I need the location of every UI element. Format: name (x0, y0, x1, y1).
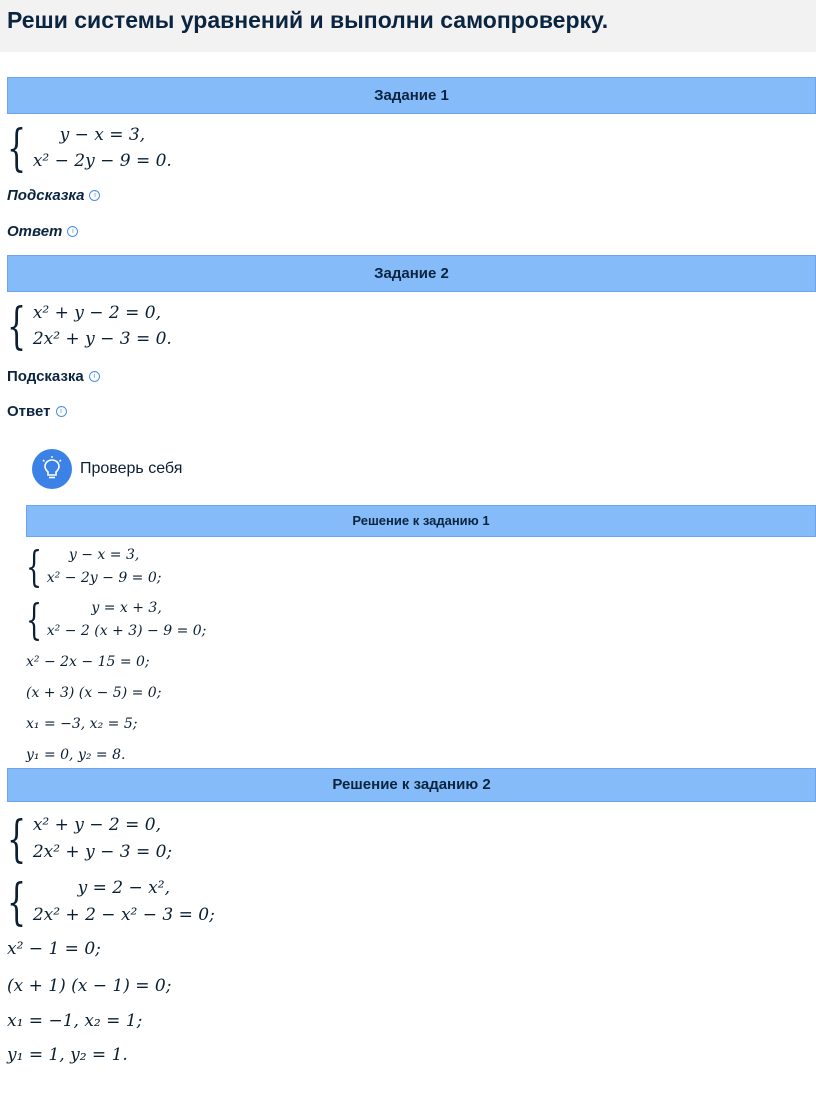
solution2-sys2-eq2: 2x² + 2 − x² − 3 = 0; (32, 905, 215, 925)
solution1-sys2-eq2: x² − 2 (x + 3) − 9 = 0; (46, 623, 207, 639)
task2-hint-toggle[interactable] (7, 368, 100, 385)
solution2-header: Решение к заданию 2 (7, 768, 816, 802)
info-icon: i (89, 371, 100, 382)
solution1-system1 (26, 544, 161, 590)
brace-icon: { (7, 297, 27, 355)
solution2-system1 (7, 812, 172, 866)
solution2-line2: (x + 1) (x − 1) = 0; (7, 976, 172, 996)
self-check-toggle[interactable] (32, 449, 182, 489)
brace-icon: { (26, 595, 43, 644)
brace-icon: { (7, 810, 27, 868)
task2-eq1: x² + y − 2 = 0, (32, 303, 162, 323)
brace-icon: { (7, 119, 27, 177)
task2-header: Задание 2 (7, 255, 816, 292)
task1-answer-label: Ответ (7, 223, 63, 240)
brace-icon: { (7, 873, 27, 931)
task2-system (7, 297, 172, 355)
info-icon: i (56, 406, 67, 417)
solution1-sys1-eq1: y − x = 3, (68, 547, 140, 563)
solution2-sys1-eq2: 2x² + y − 3 = 0; (32, 842, 173, 862)
solution1-line1: x² − 2x − 15 = 0; (26, 654, 150, 670)
task2-hint-label: Подсказка (7, 368, 84, 385)
solution1-sys2-eq1: y = x + 3, (91, 600, 162, 616)
solution1-line4: y₁ = 0, y₂ = 8. (26, 747, 126, 763)
task1-eq1: y − x = 3, (59, 125, 146, 145)
solution2-system2 (7, 875, 215, 929)
task2-answer-label: Ответ (7, 403, 51, 420)
info-icon: i (67, 226, 78, 237)
page-title: Реши системы уравнений и выполни самопроверку. (7, 7, 609, 33)
solution1-header: Решение к заданию 1 (26, 505, 816, 537)
info-icon: i (89, 190, 100, 201)
task1-system (7, 119, 172, 177)
task2-answer-toggle[interactable] (7, 403, 67, 420)
page-header (0, 0, 816, 52)
task2-eq2: 2x² + y − 3 = 0. (32, 329, 172, 349)
solution2-line4: y₁ = 1, y₂ = 1. (7, 1045, 128, 1065)
self-check-label: Проверь себя (80, 460, 183, 477)
lightbulb-icon (32, 449, 72, 489)
solution1-system2 (26, 597, 206, 643)
solution2-sys1-eq1: x² + y − 2 = 0, (32, 815, 162, 835)
solution2-line1: x² − 1 = 0; (7, 939, 101, 959)
task1-hint-toggle[interactable] (7, 187, 100, 204)
solution1-line2: (x + 3) (x − 5) = 0; (26, 685, 162, 701)
solution2-sys2-eq1: y = 2 − x², (77, 878, 170, 898)
task1-answer-toggle[interactable] (7, 223, 78, 240)
solution2-line3: x₁ = −1, x₂ = 1; (7, 1011, 143, 1031)
solution1-sys1-eq2: x² − 2y − 9 = 0; (46, 570, 162, 586)
task1-header: Задание 1 (7, 77, 816, 114)
task1-hint-label: Подсказка (7, 187, 85, 204)
solution1-line3: x₁ = −3, x₂ = 5; (26, 716, 138, 732)
task1-eq2: x² − 2y − 9 = 0. (32, 151, 172, 171)
brace-icon: { (26, 542, 43, 591)
